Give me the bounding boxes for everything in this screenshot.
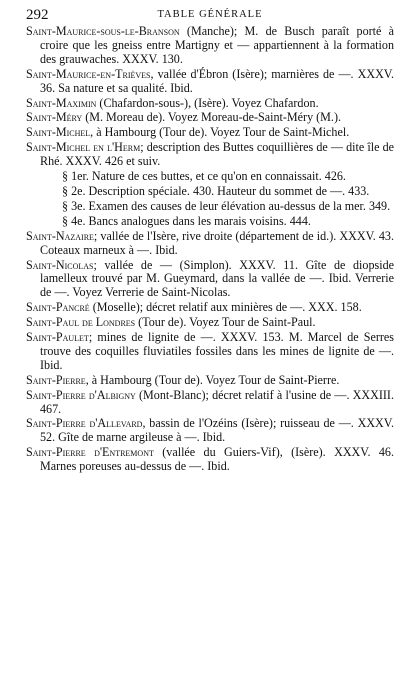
index-subentry: § 1er. Nature de ces buttes, et ce qu'on en connaissait. 426. [62,169,346,184]
entry-heading: Saint-Maximin [26,95,97,110]
entry-heading: Saint-Pierre d'Albigny [26,387,136,402]
entry-text: (Manche); M. de Busch paraît porté à croire que les gneiss entre Martigny et — appartiennent à la formation des grauwaches. XXXV. 130. [40,24,394,66]
entry-text: (vallée du Guiers-Vif), (Isère). XXXV. 46. Marnes poreuses au-dessus de —. Ibid. [40,445,394,474]
index-entry [26,301,394,315]
index-entry [26,141,394,169]
entry-heading: Saint-Paul de Londres [26,315,136,330]
entry-heading: Saint-Maurice-sous-le-Branson [26,24,180,38]
entry-heading: Saint-Pierre d'Entremont [26,445,154,460]
entry-heading: Saint-Nicolas [26,257,94,272]
entry-text: (Mont-Blanc); décret relatif à l'usine de —. XXXIII. 467. [40,387,394,416]
entry-heading: Saint-Pancré [26,300,90,315]
page-number: 292 [26,7,49,23]
entry-heading: Saint-Pierre d'Allevard [26,416,143,431]
index-entry [26,111,394,125]
entry-heading: Saint-Maurice-en-Trièves [26,66,151,81]
index-entry [26,316,394,330]
index-subentry: § 4e. Bancs analogues dans les marais voisins. 444. [62,213,311,228]
entry-text: , vallée d'Ébron (Isère); marnières de —. XXXV. 36. Sa nature et sa qualité. Ibid. [40,66,394,95]
entry-text: ; description des Buttes coquillières de — dite île de Rhé. XXXV. 426 et suiv. [40,140,395,169]
entry-heading: Saint-Paulet [26,330,89,345]
entry-text: ; mines de lignite de —. XXXV. 153. M. Marcel de Serres trouve des coquilles fluviatiles fossiles dans les mines de lignite de —. Ibid. [40,330,394,372]
index-subentry: § 2e. Description spéciale. 430. Hauteur du sommet de —. 433. [62,183,370,198]
index-entry [26,25,394,67]
index-entry [26,446,394,474]
index-entry [26,97,394,111]
index-entry [26,331,394,373]
index-entry [26,374,394,388]
entry-text: ; vallée de — (Simplon). XXXV. 11. Gîte de diopside lamelleux trouvé par M. Gueymard, dans la vallée de —. Ibid. Verrerie de —. Voyez Verrerie de Saint-Nicolas. [40,257,394,300]
entry-text: , bassin de l'Ozéins (Isère); ruisseau de —. XXXV. 52. Gîte de marne argileuse à —. Ibid. [40,416,394,445]
entry-heading: Saint-Méry [26,110,83,125]
entry-text: (Moselle); décret relatif aux minières de —. XXX. 158. [89,300,362,315]
entry-heading: Saint-Nazaire [26,228,94,243]
entry-heading: Saint-Pierre [26,372,86,387]
entry-text: (Chafardon-sous-), (Isère). Voyez Chafardon. [96,95,319,110]
entry-text: ; vallée de l'Isère, rive droite (département de id.). XXXV. 43. Coteaux marneux à —. Ibid. [40,228,394,257]
index-entry [26,389,394,417]
running-title: TABLE GÉNÉRALE [157,9,263,20]
page-header [26,6,394,24]
entry-text: , à Hambourg (Tour de). Voyez Tour de Saint-Pierre. [85,372,340,387]
entry-text: , à Hambourg (Tour de). Voyez Tour de Saint-Michel. [90,125,350,140]
index-entry [26,68,394,96]
entry-text: (Tour de). Voyez Tour de Saint-Paul. [135,315,316,330]
entry-text: (M. Moreau de). Voyez Moreau-de-Saint-Méry (M.). [82,110,341,125]
entry-heading: Saint-Michel [26,125,91,140]
entry-heading: Saint-Michel en l'Herm [26,140,141,155]
index-entry [26,417,394,445]
index-entry [26,259,394,301]
index-subentry: § 3e. Examen des causes de leur élévation au-dessus de la mer. 349. [62,198,391,213]
index-entry [26,126,394,140]
index-entry [26,230,394,258]
